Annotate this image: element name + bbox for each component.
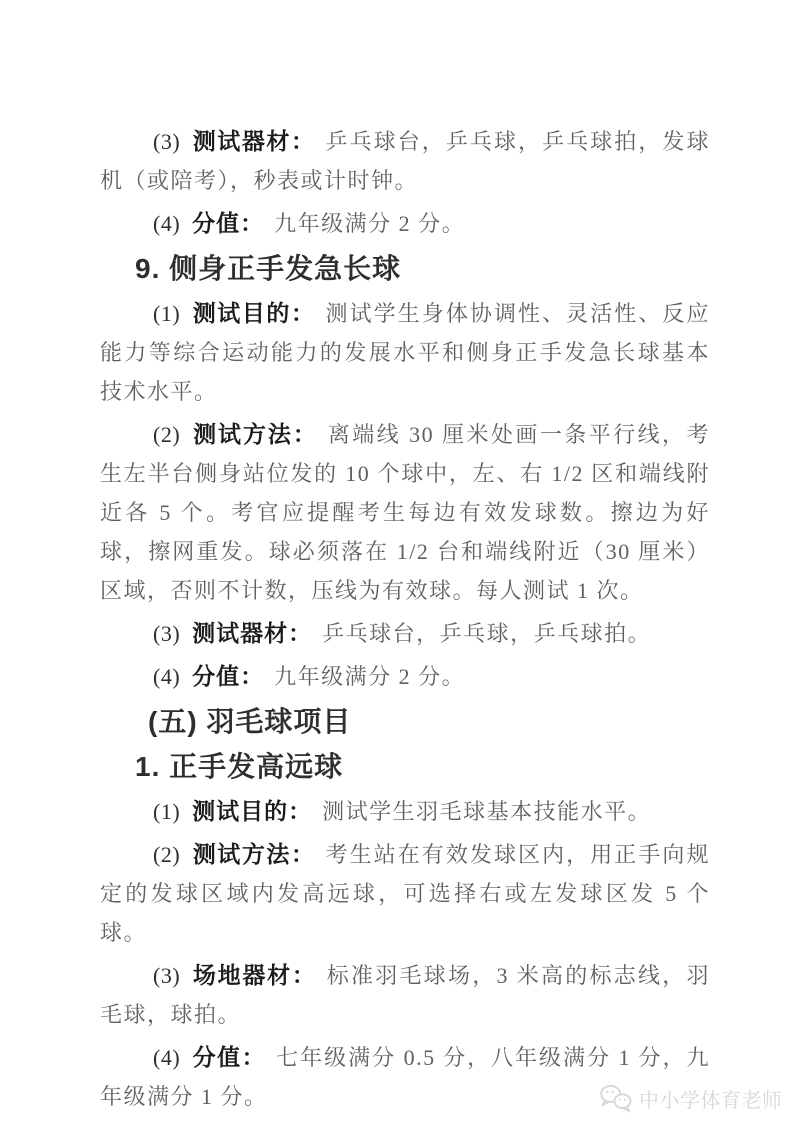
item-number: (1) [153,301,181,326]
item-number: (4) [153,664,181,689]
watermark-text: 中小学体育老师 [639,1090,783,1112]
numbered-heading: 9. 侧身正手发急长球 [135,253,402,284]
item-text: 离端线 30 厘米处画一条平行线，考生左半台侧身站位发的 10 个球中，左、右 1/2 区和端线附近各 5 个。考官应提醒考生每边有效发球数。擦边为好球，擦网重发。球必须落在 1/2 台和端线附近（30 厘米）区域，否则不计数，压线为有效球。每人测试 1 次。 [100,422,710,603]
item-number: (3) [153,963,181,988]
item-number: (2) [153,422,181,447]
item-text: 乒乓球台，乒乓球，乒乓球拍，发球机（或陪考），秒表或计时钟。 [100,129,710,193]
item-number: (3) [153,621,181,646]
item-label: 测试目的： [192,300,316,326]
item-number: (1) [153,799,181,824]
item-label: 分值： [192,1044,267,1070]
item-text: 测试学生身体协调性、灵活性、反应能力等综合运动能力的发展水平和侧身正手发急长球基本技术水平。 [100,301,710,404]
item-number: (4) [153,1045,181,1070]
item-text: 测试学生羽毛球基本技能水平。 [322,799,652,824]
list-item-paragraph [100,122,710,200]
numbered-heading: 1. 正手发高远球 [135,751,344,782]
watermark [599,1084,783,1113]
document-body [100,122,710,1120]
item-label: 测试方法： [192,841,316,867]
item-text: 乒乓球台，乒乓球，乒乓球拍。 [322,621,652,646]
list-item-paragraph [100,294,710,411]
item-text: 九年级满分 2 分。 [274,664,466,689]
item-label: 测试器材： [192,128,316,154]
wechat-icon [599,1084,633,1113]
list-item-paragraph [100,657,710,696]
list-item-paragraph [100,956,710,1034]
item-text: 七年级满分 0.5 分，八年级满分 1 分，九年级满分 1 分。 [100,1045,710,1109]
list-item-paragraph [100,792,710,831]
item-label: 分值： [192,663,265,689]
item-number: (4) [153,211,181,236]
section-heading: (五) 羽毛球项目 [148,706,352,737]
item-label: 场地器材： [192,962,317,988]
item-text: 九年级满分 2 分。 [274,211,466,236]
list-item-paragraph [100,204,710,243]
item-label: 测试器材： [192,620,313,646]
item-text: 标准羽毛球场，3 米高的标志线，羽毛球，球拍。 [100,963,710,1027]
item-label: 测试方法： [192,421,318,447]
list-item-paragraph [100,835,710,952]
item-number: (2) [153,842,181,867]
item-text: 考生站在有效发球区内，用正手向规定的发球区域内发高远球，可选择右或左发球区发 5 个球。 [100,842,710,945]
item-label: 分值： [192,210,265,236]
list-item-paragraph [100,415,710,610]
list-item-paragraph [100,614,710,653]
item-label: 测试目的： [192,798,313,824]
item-number: (3) [153,129,181,154]
